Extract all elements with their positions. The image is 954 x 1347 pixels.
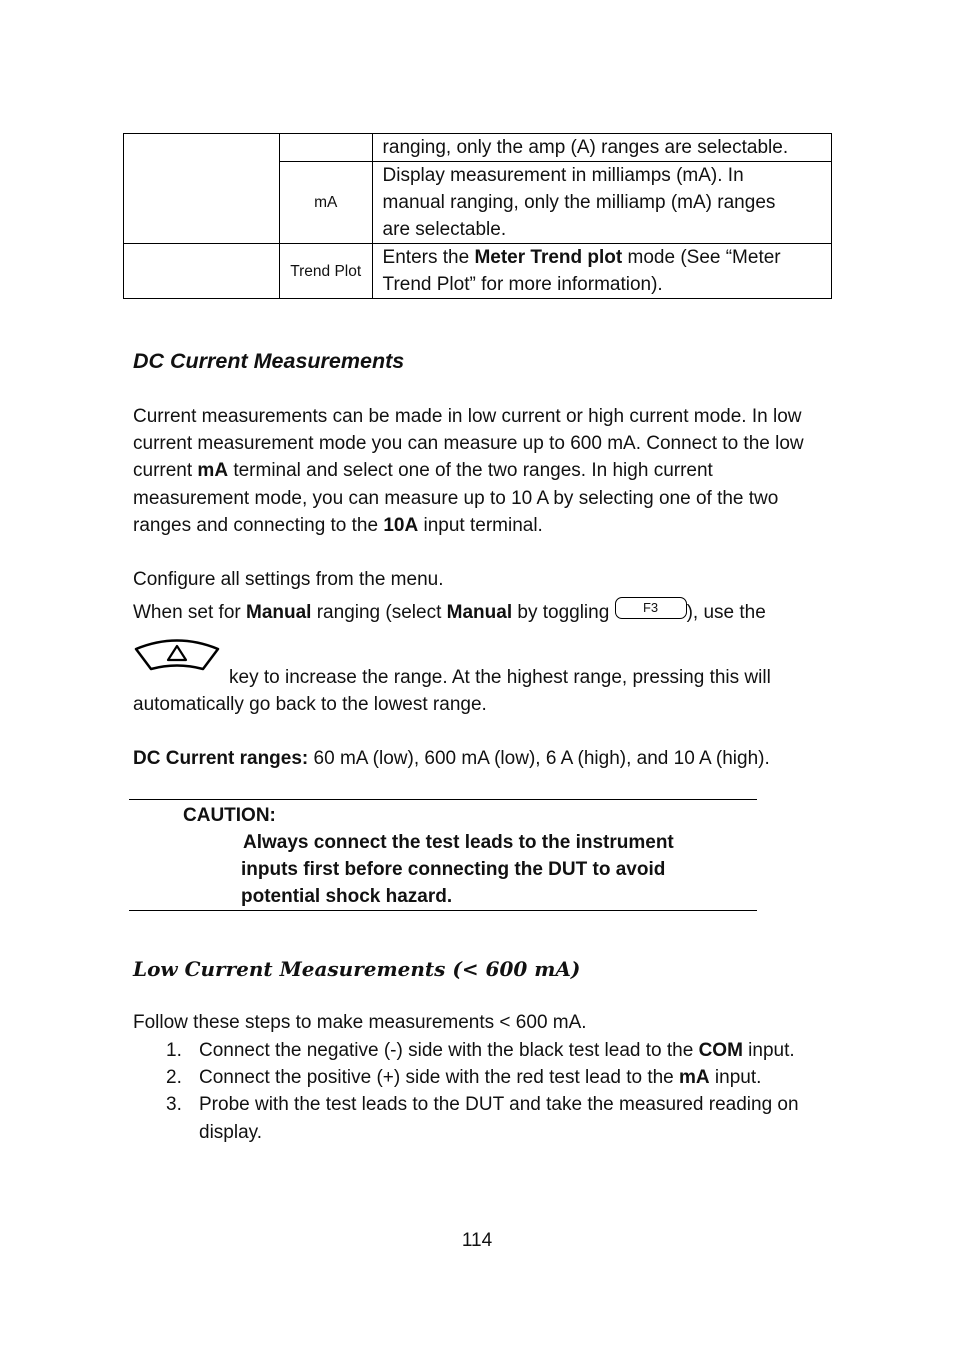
step-text: Connect the positive (+) side with the red test lead to the xyxy=(199,1067,680,1089)
table-text-line: manual ranging, only the milliamp (mA) ranges xyxy=(382,192,776,213)
caution-title: CAUTION: xyxy=(183,805,276,826)
f3-key-icon: F3 xyxy=(615,597,687,619)
text: terminal and select one of the two ranges. In high current measurement mode, you can measure up to 10 A by selecting one of the two ranges and connecting to the xyxy=(133,460,779,536)
text: by toggling xyxy=(512,602,615,623)
page-number: 114 xyxy=(461,1230,493,1251)
text: input terminal. xyxy=(418,514,543,536)
step-text: Connect the negative (-) side with the black test lead to the xyxy=(199,1040,699,1061)
table-cell-option xyxy=(279,134,372,162)
table-cell-option: Trend Plot xyxy=(279,244,372,299)
step-text: input. xyxy=(709,1067,762,1089)
configure-paragraph: Configure all settings from the menu. xyxy=(133,569,444,590)
table-cell-description: ranging, only the amp (A) ranges are selectable. xyxy=(372,134,831,162)
dc-intro-paragraph xyxy=(133,403,833,539)
caution-box xyxy=(129,799,757,911)
text-bold: Manual xyxy=(446,602,513,623)
table-cell-description xyxy=(372,244,831,299)
step-text-bold: COM xyxy=(698,1040,743,1061)
caution-message: Always connect the test leads to the instrument inputs first before connecting the DUT to avoid potential shock hazard. xyxy=(241,832,674,907)
step-text-bold: mA xyxy=(679,1067,710,1089)
key-instruction-line2: automatically go back to the lowest range. xyxy=(133,694,487,715)
step-number: 1. xyxy=(166,1040,182,1061)
table-row xyxy=(124,134,832,162)
up-arrow-key-icon xyxy=(133,636,221,674)
key-instruction-line1: key to increase the range. At the highest range, pressing this will xyxy=(229,667,771,688)
list-item xyxy=(133,1091,833,1145)
low-current-intro: Follow these steps to make measurements < 600 mA. xyxy=(133,1012,587,1033)
low-current-heading: Low Current Measurements (< 600 mA) xyxy=(133,957,581,981)
text: When set for xyxy=(133,602,246,623)
table-cell-key xyxy=(124,244,280,299)
step-number: 3. xyxy=(166,1094,182,1116)
dc-ranges-paragraph xyxy=(133,745,833,772)
step-text: input. xyxy=(742,1040,795,1061)
dc-current-heading: DC Current Measurements xyxy=(133,349,405,373)
steps-list xyxy=(133,1037,833,1146)
step-number: 2. xyxy=(166,1067,182,1089)
function-key-table xyxy=(123,133,832,299)
table-cell-key xyxy=(124,134,280,244)
table-text: Enters the xyxy=(382,247,475,268)
table-row xyxy=(124,244,832,299)
manual-ranging-paragraph xyxy=(133,597,833,629)
ranges-text: 60 mA (low), 600 mA (low), 6 A (high), and 10 A (high). xyxy=(308,748,770,769)
text: Current measurements can be made in low current or high current mode. In low current measurement mode you can measure up to 600 mA. Connect to the low current xyxy=(133,406,804,482)
table-text-bold: Meter Trend plot xyxy=(474,247,623,268)
text-bold: Manual xyxy=(246,602,312,623)
step-text: Probe with the test leads to the DUT and take the measured reading on display. xyxy=(199,1094,799,1143)
text-bold: 10A xyxy=(383,514,419,536)
table-cell-description xyxy=(372,162,831,244)
ranges-label: DC Current ranges: xyxy=(133,748,309,769)
table-text-line: are selectable. xyxy=(382,219,507,240)
text: ), use the xyxy=(686,602,766,623)
table-text-line: Display measurement in milliamps (mA). In xyxy=(382,165,744,186)
list-item xyxy=(133,1037,833,1064)
table-cell-option: mA xyxy=(279,162,372,244)
text-bold: mA xyxy=(197,460,229,482)
text: ranging (select xyxy=(311,602,447,623)
list-item xyxy=(133,1064,833,1091)
table-text-line: Trend Plot” for more information). xyxy=(382,274,663,295)
table-text: mode (See “Meter xyxy=(622,247,781,268)
